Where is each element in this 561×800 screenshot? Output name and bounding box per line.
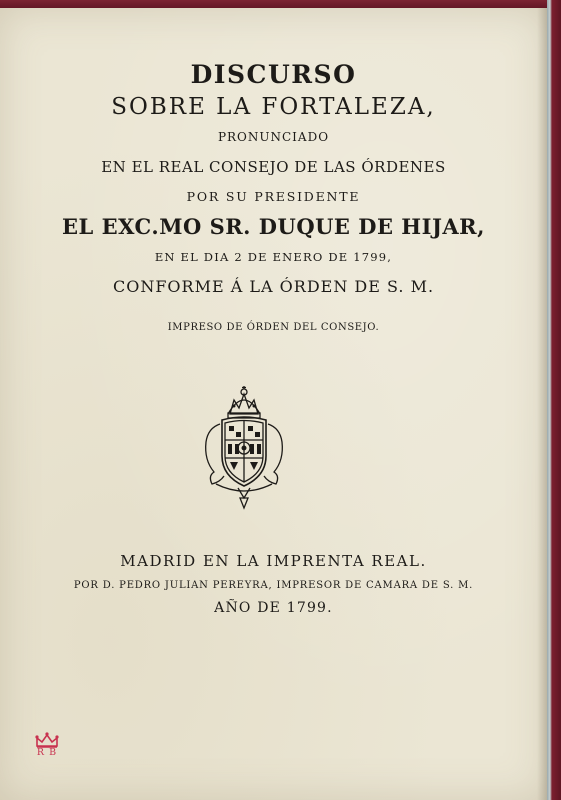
imprint-year: AÑO DE 1799. <box>214 600 333 616</box>
council-line: EN EL REAL CONSEJO DE LAS ÓRDENES <box>101 158 446 176</box>
imprint-place: MADRID EN LA IMPRENTA REAL. <box>120 552 427 570</box>
library-stamp-text: R B <box>36 747 58 758</box>
date-line: EN EL DIA 2 DE ENERO DE 1799, <box>154 250 393 264</box>
pronounced-line: PRONUNCIADO <box>217 130 330 144</box>
royal-coat-of-arms-icon <box>198 384 290 510</box>
president-line: POR SU PRESIDENTE <box>186 189 361 204</box>
title-page <box>0 8 547 800</box>
order-line: CONFORME Á LA ÓRDEN DE S. M. <box>112 277 435 296</box>
title: DISCURSO <box>190 60 357 89</box>
imprint-printer: POR D. PEDRO JULIAN PEREYRA, IMPRESOR DE CAMARA DE S. M. <box>73 580 474 591</box>
page-edge-shadow <box>537 8 547 800</box>
duke-line: EL EXC.MO SR. DUQUE DE HIJAR, <box>62 214 485 239</box>
binding-right-edge <box>547 0 561 800</box>
printed-by-order-line: IMPRESO DE ÓRDEN DEL CONSEJO. <box>167 322 380 333</box>
subtitle: SOBRE LA FORTALEZA, <box>111 94 436 120</box>
